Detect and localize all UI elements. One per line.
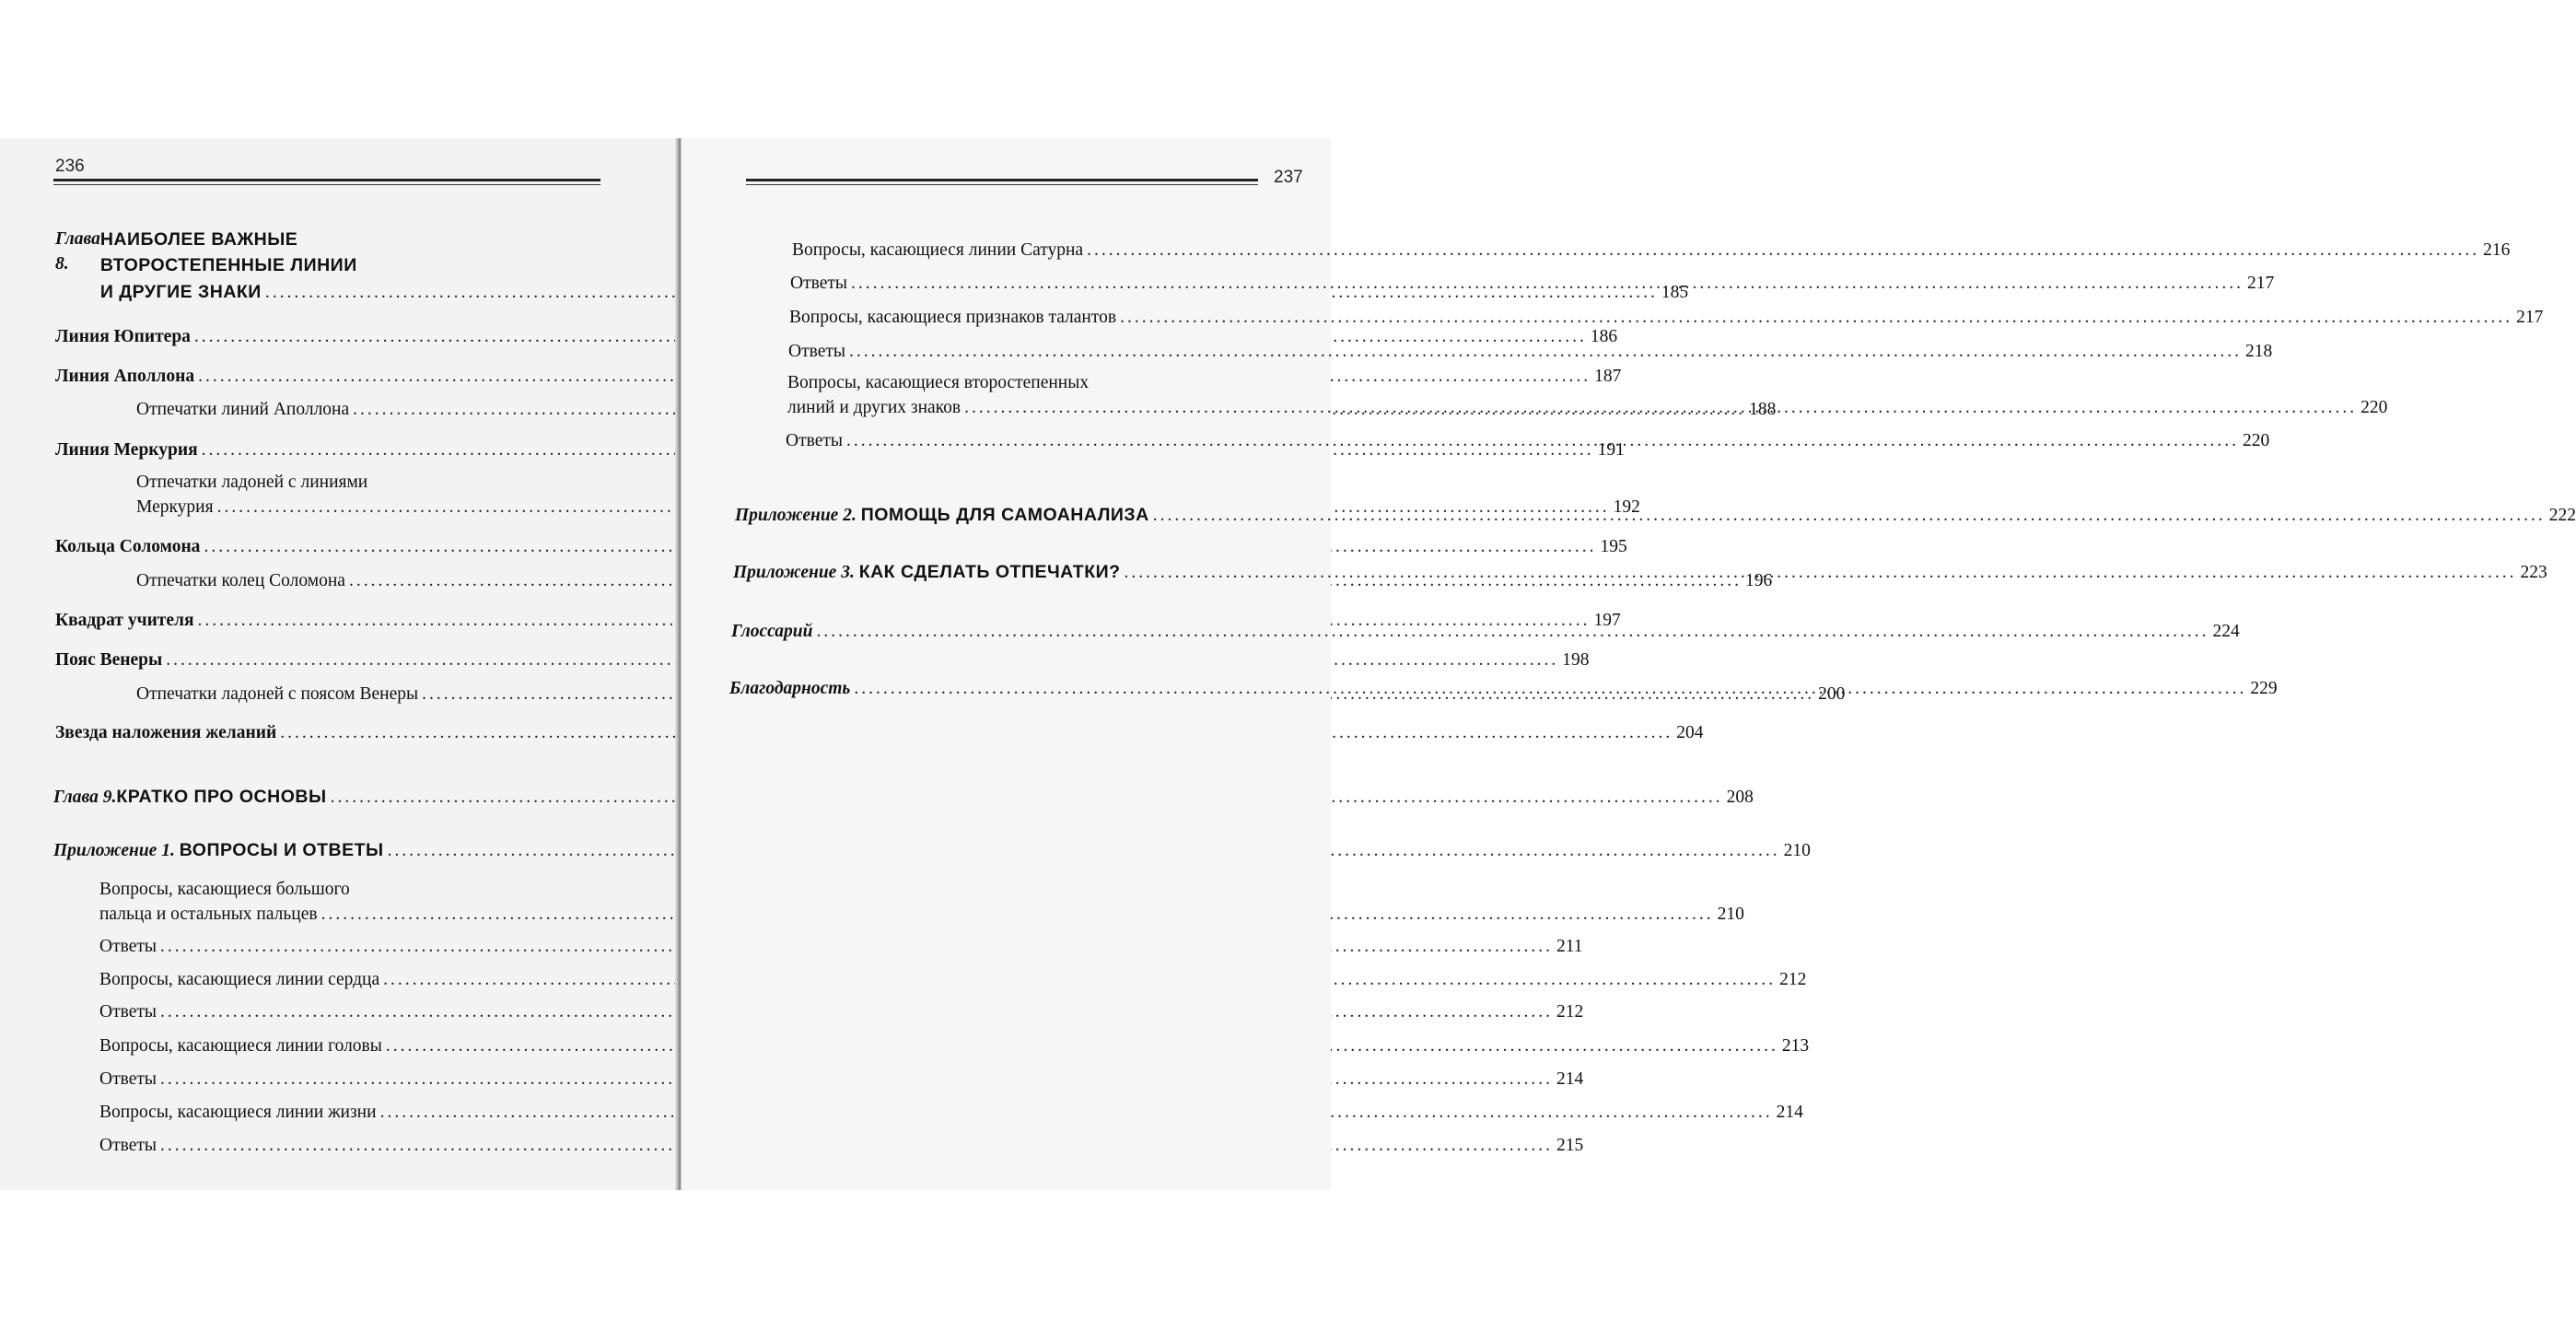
page-ref: 215 [1556,1136,1584,1155]
appendix-title: ВОПРОСЫ И ОТВЕТЫ [179,840,384,860]
entry-title: Ответы [788,342,845,361]
dot-leader [1153,503,2546,528]
dot-leader [964,395,2357,420]
chapter-title-line: И ДРУГИЕ ЗНАКИ [99,282,262,302]
page-ref: 223 [2520,563,2547,582]
dot-leader [1087,238,2479,263]
header-rule [53,179,600,181]
entry-title: Линия Меркурия [55,440,198,460]
entry-title: Ответы [99,937,157,956]
toc-entry[interactable] [55,720,1704,745]
toc-qa-entry[interactable] [99,877,1744,927]
entry-title: Ответы [99,1069,157,1089]
chapter-label: Глава 9. [53,788,117,807]
entry-title: Отпечатки колец Соломона [136,571,345,590]
toc-qa-entry[interactable] [99,934,1583,959]
toc-qa-entry[interactable] [99,1033,1810,1058]
page-ref: 188 [1749,400,1777,419]
toc-appendix-1[interactable] [53,838,1811,863]
toc-qa-entry[interactable] [792,238,2511,263]
page-ref: 224 [2212,622,2240,641]
toc-qa-entry[interactable] [789,305,2544,330]
entry-title: Вопросы, касающиеся большого [99,880,350,899]
appendix-label: Приложение 1. [53,841,175,860]
page-ref: 212 [1779,970,1807,989]
page-ref: 192 [1613,497,1640,517]
page-ref: 218 [2244,342,2273,361]
page-ref: 214 [1556,1069,1584,1089]
toc-qa-entry[interactable] [99,967,1807,992]
dot-leader [854,676,2246,701]
entry-title: Линия Аполлона [55,367,195,386]
page-ref: 204 [1676,723,1704,742]
entry-title: Меркурия [136,497,214,517]
page-number: 236 [55,157,85,176]
entry-title: Линия Юпитера [55,327,191,346]
page-ref: 213 [1781,1036,1810,1056]
appendix-label: Приложение 3. [733,563,855,582]
page-ref: 229 [2250,679,2278,698]
dot-leader [1125,560,2517,585]
entry-title: Вопросы, касающиеся второстепенных [787,373,1090,392]
page-ref: 220 [2360,398,2388,417]
page-ref: 216 [2483,240,2511,260]
entry-title: линий и других знаков [787,398,962,417]
dot-leader [1120,305,2512,330]
page-ref: 208 [1726,788,1754,807]
page-ref: 197 [1593,611,1621,630]
page-ref: 196 [1744,571,1773,590]
page-ref: 212 [1556,1002,1584,1022]
entry-title: Глоссарий [731,622,813,641]
appendix-title: ПОМОЩЬ ДЛЯ САМОАНАЛИЗА [860,505,1149,525]
dot-leader [817,619,2209,644]
dot-leader [846,428,2239,453]
toc-entry[interactable] [55,648,1590,672]
page-ref: 222 [2548,506,2576,525]
entry-title: Квадрат учителя [55,611,194,630]
entry-title: Ответы [790,274,847,293]
page-ref: 187 [1594,367,1622,386]
toc-chapter-9[interactable] [53,785,1754,810]
appendix-title: КАК СДЕЛАТЬ ОТПЕЧАТКИ? [858,562,1121,582]
page-ref: 200 [1818,684,1846,704]
entry-title: Отпечатки линий Аполлона [136,400,350,419]
dot-leader [851,271,2244,296]
entry-title: Вопросы, касающиеся линии сердца [99,970,380,989]
entry-title: Вопросы, касающиеся линии жизни [99,1103,377,1122]
toc-qa-entry[interactable] [99,1133,1584,1158]
toc-entry[interactable] [55,534,1627,559]
page-ref: 217 [2516,308,2544,327]
page-ref: 195 [1600,537,1627,556]
entry-title: Кольца Соломона [55,537,201,556]
entry-title: Ответы [99,1136,157,1155]
toc-qa-entry[interactable] [99,999,1584,1024]
entry-title: Отпечатки ладоней с поясом Венеры [136,684,419,704]
toc-entry[interactable] [55,324,1618,349]
entry-title: Вопросы, касающиеся линии Сатурна [792,240,1084,260]
entry-title: Вопросы, касающиеся признаков талантов [789,308,1117,327]
chapter-label: Глава 8. [55,229,100,274]
page-ref: 210 [1717,905,1744,924]
page-ref: 217 [2246,274,2275,293]
page-ref: 211 [1556,937,1583,956]
toc-qa-entry[interactable] [788,339,2273,364]
entry-title: Ответы [99,1002,157,1022]
entry-title: пальца и остальных пальцев [99,905,318,924]
page-ref: 220 [2242,431,2270,450]
entry-title: Пояс Венеры [55,650,163,670]
header-rule-thin [53,184,600,185]
chapter-title-line: НАИБОЛЕЕ ВАЖНЫЕ [99,229,298,250]
entry-title: Отпечатки ладоней с линиями [136,473,368,492]
entry-title: Ответы [786,431,843,450]
header-rule-thin [746,184,1258,185]
page-ref: 210 [1783,841,1811,860]
page-number: 237 [1274,168,1303,187]
chapter-title: КРАТКО ПРО ОСНОВЫ [116,787,327,807]
appendix-label: Приложение 2. [735,506,857,525]
toc-qa-entry[interactable] [99,1067,1584,1092]
dot-leader [849,339,2242,364]
page-ref: 191 [1597,440,1625,460]
entry-title: Вопросы, касающиеся линии головы [99,1036,382,1056]
header-rule [746,179,1258,181]
toc-qa-entry[interactable] [99,1100,1803,1125]
entry-title: Благодарность [729,679,851,698]
page-ref: 198 [1562,650,1590,670]
open-book [0,138,2576,1190]
page-ref: 214 [1776,1103,1803,1122]
chapter-title-line: ВТОРОСТЕПЕННЫЕ ЛИНИИ [99,255,357,275]
page-ref: 185 [1661,283,1689,302]
entry-title: Звезда наложения желаний [55,723,277,742]
page-ref: 186 [1590,327,1618,346]
